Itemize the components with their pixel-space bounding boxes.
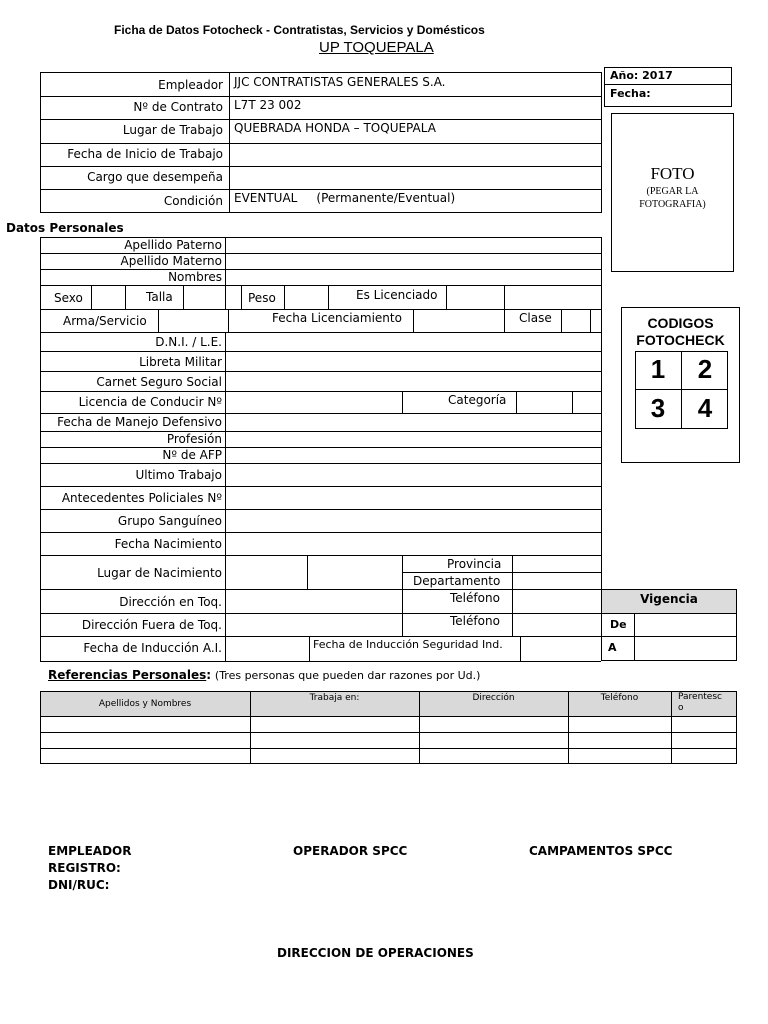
sig-campamentos: CAMPAMENTOS SPCC [529, 844, 673, 858]
sig-operador: OPERADOR SPCC [293, 844, 408, 858]
libreta-militar-label: Libreta Militar [139, 355, 222, 369]
contract-number-label: Nº de Contrato [133, 100, 223, 114]
photo-instruction-2: FOTOGRAFIA) [639, 199, 706, 210]
start-date-label: Fecha de Inicio de Trabajo [67, 147, 223, 161]
date-label: Fecha: [610, 87, 651, 100]
sig-registro: REGISTRO: [48, 861, 121, 875]
apellido-materno-label: Apellido Materno [120, 254, 222, 268]
direccion-fuera-label: Dirección Fuera de Toq. [81, 618, 222, 632]
photo-title: FOTO [650, 164, 695, 183]
clase-label: Clase [519, 311, 552, 325]
ref-col-nombres: Apellidos y Nombres [98, 699, 192, 709]
sig-direccion-operaciones: DIRECCION DE OPERACIONES [277, 946, 474, 960]
workplace-value[interactable]: QUEBRADA HONDA – TOQUEPALA [234, 121, 436, 135]
codigo-3[interactable]: 3 [650, 393, 666, 423]
codigos-title-2: FOTOCHECK [636, 332, 725, 348]
fecha-induccion-seg-label: Fecha de Inducción Seguridad Ind. [313, 638, 503, 651]
position-label: Cargo que desempeña [87, 170, 223, 184]
telefono-2-label: Teléfono [450, 614, 500, 628]
categoria-label: Categoría [448, 393, 507, 407]
sexo-label: Sexo [54, 291, 83, 305]
manejo-defensivo-label: Fecha de Manejo Defensivo [57, 415, 222, 429]
referencias-colon: : [206, 668, 212, 682]
ref-col-trabaja: Trabaja en: [309, 693, 360, 703]
grupo-sanguineo-label: Grupo Sanguíneo [117, 514, 222, 528]
personal-section-title: Datos Personales [6, 221, 124, 235]
apellido-paterno-label: Apellido Paterno [124, 238, 222, 252]
contract-number-value[interactable]: L7T 23 002 [234, 98, 302, 112]
employer-value[interactable]: JJC CONTRATISTAS GENERALES S.A. [234, 75, 446, 89]
referencias-note: (Tres personas que pueden dar razones por Ud.) [214, 669, 481, 682]
afp-label: Nº de AFP [162, 448, 222, 462]
fecha-licenciamiento-label: Fecha Licenciamiento [272, 311, 402, 325]
form-title: Ficha de Datos Fotocheck - Contratistas, Servicios y Domésticos [114, 23, 485, 37]
lugar-nacimiento-label: Lugar de Nacimiento [97, 566, 222, 580]
referencias-title: Referencias Personales [48, 668, 207, 682]
ref-col-direccion: Dirección [472, 693, 515, 703]
talla-label: Talla [146, 290, 173, 304]
dni-label: D.N.I. / L.E. [155, 335, 222, 349]
form-subtitle: UP TOQUEPALA [319, 39, 434, 56]
year-label: Año: 2017 [610, 69, 673, 82]
codigo-1[interactable]: 1 [650, 354, 666, 384]
telefono-1-label: Teléfono [450, 591, 500, 605]
ultimo-trabajo-label: Ultimo Trabajo [135, 468, 222, 482]
es-licenciado-label: Es Licenciado [356, 288, 438, 302]
condition-label: Condición [163, 194, 223, 208]
photo-instruction-1: (PEGAR LA [646, 186, 699, 197]
vigencia-de-label: De [610, 618, 627, 631]
referencias-heading [48, 669, 480, 681]
vigencia-a-label: A [608, 641, 617, 654]
codigo-2[interactable]: 2 [697, 354, 713, 384]
peso-label: Peso [248, 291, 276, 305]
fecha-induccion-ai-label: Fecha de Inducción A.I. [83, 641, 222, 655]
profesion-label: Profesión [166, 432, 222, 446]
codigos-title-1: CODIGOS [647, 315, 714, 331]
condition-value[interactable]: EVENTUAL (Permanente/Eventual) [234, 191, 456, 205]
arma-servicio-label: Arma/Servicio [63, 314, 147, 328]
workplace-label: Lugar de Trabajo [122, 123, 223, 137]
fecha-nacimiento-label: Fecha Nacimiento [114, 537, 222, 551]
employer-label: Empleador [158, 78, 223, 92]
antecedentes-label: Antecedentes Policiales Nº [61, 491, 222, 505]
sig-dni-ruc: DNI/RUC: [48, 878, 110, 892]
nombres-label: Nombres [168, 270, 222, 284]
vigencia-title: Vigencia [640, 592, 698, 606]
direccion-toq-label: Dirección en Toq. [119, 595, 222, 609]
provincia-label: Provincia [447, 557, 502, 571]
ref-col-telefono: Teléfono [600, 693, 639, 703]
codigo-4[interactable]: 4 [697, 393, 713, 423]
ref-col-parentesco-1: Parentesc [678, 692, 722, 702]
ref-col-parentesco-2: o [678, 703, 684, 713]
sig-empleador: EMPLEADOR [48, 844, 132, 858]
carnet-seguro-label: Carnet Seguro Social [96, 375, 222, 389]
licencia-label: Licencia de Conducir Nº [78, 395, 222, 409]
departamento-label: Departamento [413, 574, 501, 588]
